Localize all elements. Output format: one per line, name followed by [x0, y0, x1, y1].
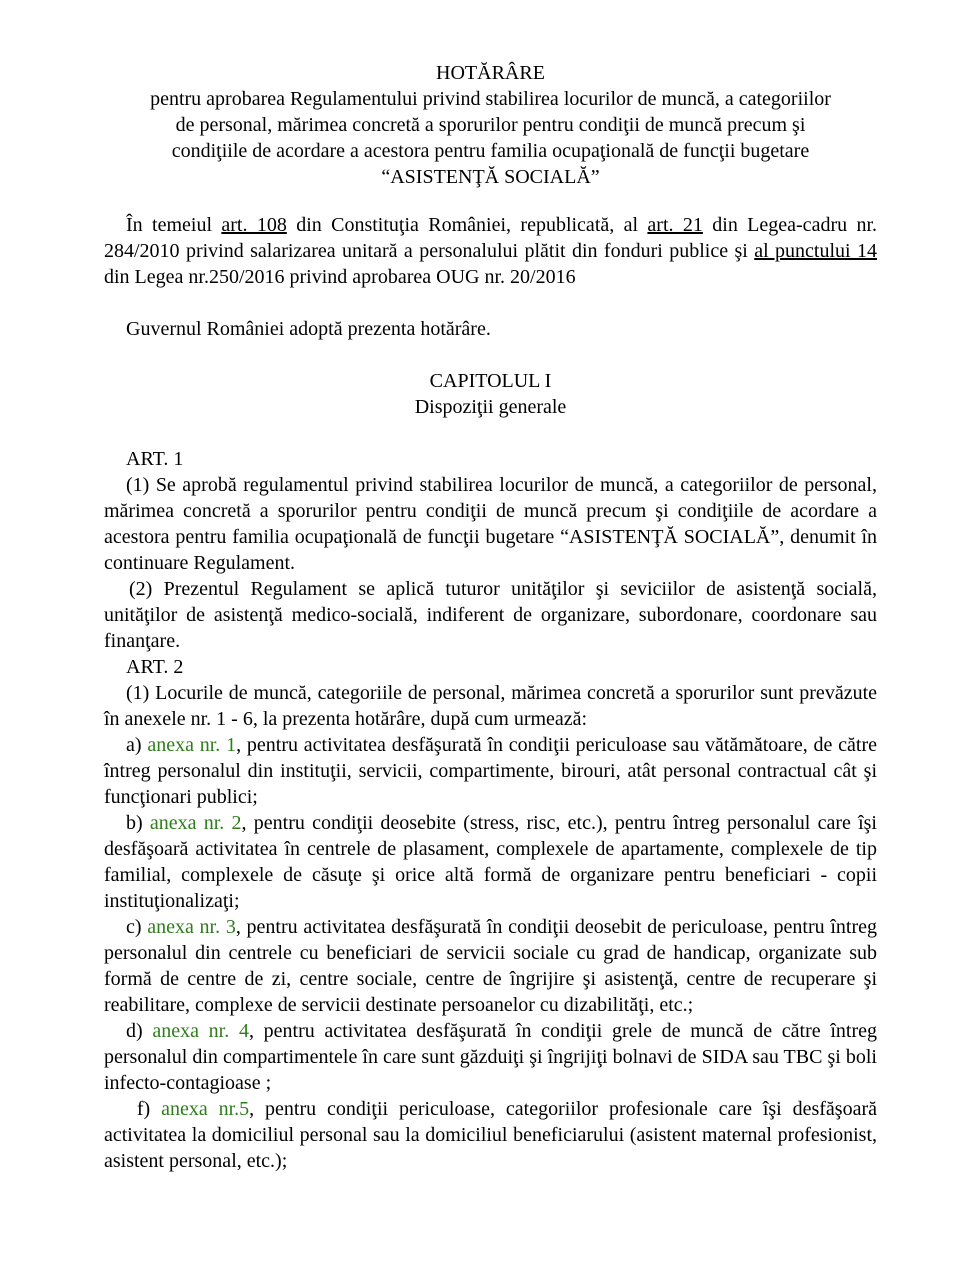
list-item-f: [104, 1096, 877, 1174]
link-anexa-2[interactable]: anexa nr. 2: [149, 812, 242, 834]
list-item-prefix: a): [126, 734, 148, 756]
preamble-text: În temeiul: [126, 214, 222, 236]
title-line: “ASISTENŢĂ SOCIALĂ”: [381, 166, 600, 188]
adoption-statement: [104, 316, 877, 342]
articles: [104, 446, 877, 1174]
preamble-text: din Legea nr.250/2016 privind aprobarea OUG nr. 20/2016: [104, 266, 576, 288]
list-item-d: [104, 1018, 877, 1096]
document-title: [104, 60, 877, 190]
link-anexa-3[interactable]: anexa nr. 3: [147, 916, 236, 938]
art1-paragraph-1: (1) Se aprobă regulamentul privind stabilirea locurilor de muncă, a categoriilor de personal, mărimea concretă a sporurilor pentru condiţii de muncă precum şi condiţiile de acordare a acestora pentru familia ocupaţională de funcţii bugetare “ASISTENŢĂ SOCIALĂ”, denumit în continuare Regulament.: [104, 474, 877, 574]
link-art-108[interactable]: art. 108: [221, 214, 287, 236]
art1-paragraph-2: (2) Prezentul Regulament se aplică tuturor unităţilor şi seviciilor de asistenţă socială, unităţilor de asistenţă medico-socială, indiferent de organizare, subordonare, coordonare sau finanţare.: [104, 578, 877, 652]
art1-heading: ART. 1: [126, 448, 184, 470]
art2-paragraph-1: (1) Locurile de muncă, categoriile de personal, mărimea concretă a sporurilor sunt prevăzute în anexele nr. 1 - 6, la prezenta hotărâre, după cum urmează:: [104, 682, 877, 730]
link-anexa-1[interactable]: anexa nr. 1: [147, 734, 237, 756]
list-item-prefix: f): [126, 1098, 162, 1120]
chapter-name: Dispoziţii generale: [414, 396, 567, 418]
list-item-prefix: d): [126, 1020, 153, 1042]
list-item-prefix: c): [126, 916, 148, 938]
link-anexa-5[interactable]: anexa nr.5: [161, 1098, 250, 1120]
list-item-text: , pentru condiţii deosebite (stress, risc, etc.), pentru întreg personalul care îşi desfăşoară activitatea în centrele de plasament, complexele de apartamente, complexele de tip familial, complexele de căsuţe şi orice altă formă de organizare pentru beneficiari - copii instituţionalizaţi;: [104, 812, 877, 912]
chapter-heading: [104, 368, 877, 420]
list-item-text: , pentru activitatea desfăşurată în condiţii grele de muncă de către întreg personalul din compartimentele în care sunt găzduiţi şi îngrijiţi bolnavi de SIDA sau TBC şi boli infecto-contagioase ;: [104, 1020, 877, 1094]
link-punctul-14[interactable]: al punctului 14: [754, 240, 877, 262]
list-item-a: [104, 732, 877, 810]
list-item-text: , pentru condiţii periculoase, categoriilor profesionale care îşi desfăşoară activitatea la domiciliul personal sau la domiciliul beneficiarului (asistent maternal profesionist, asistent personal, etc.);: [104, 1098, 877, 1172]
link-art-21[interactable]: art. 21: [647, 214, 703, 236]
list-item-b: [104, 810, 877, 914]
link-anexa-4[interactable]: anexa nr. 4: [152, 1020, 249, 1042]
list-item-text: , pentru activitatea desfăşurată în condiţii periculoase sau vătămătoare, de către întreg personalul din instituţii, servicii, compartimente, birouri, atât personal contractual cât şi funcţionari publici;: [104, 734, 877, 808]
art2-heading: ART. 2: [126, 656, 184, 678]
title-heading: HOTĂRÂRE: [436, 62, 545, 84]
list-item-prefix: b): [126, 812, 150, 834]
list-item-c: [104, 914, 877, 1018]
adoption-text: Guvernul României adoptă prezenta hotărâre.: [126, 318, 491, 340]
title-line: condiţiile de acordare a acestora pentru familia ocupaţională de funcţii bugetare: [171, 140, 810, 162]
preamble: [104, 212, 877, 290]
title-line: de personal, mărimea concretă a sporurilor pentru condiţii de muncă precum şi: [175, 114, 806, 136]
list-item-text: , pentru activitatea desfăşurată în condiţii deosebit de periculoase, pentru întreg personalul din centrele cu beneficiari de servicii sociale cu grad de handicap, organizate sub formă de centre de zi, centre sociale, centre de îngrijire şi asistenţă, centre de recuperare şi reabilitare, complexe de servicii destinate persoanelor cu dizabilităţi, etc.;: [104, 916, 877, 1016]
preamble-text: din Legea-cadru nr. 284/2010 privind salarizarea unitară a personalului plătit din fonduri publice şi: [104, 214, 878, 262]
preamble-text: din Constituţia României, republicată, al: [286, 214, 648, 236]
title-line: pentru aprobarea Regulamentului privind stabilirea locurilor de muncă, a categoriilor: [150, 88, 831, 110]
chapter-number: CAPITOLUL I: [429, 370, 552, 392]
